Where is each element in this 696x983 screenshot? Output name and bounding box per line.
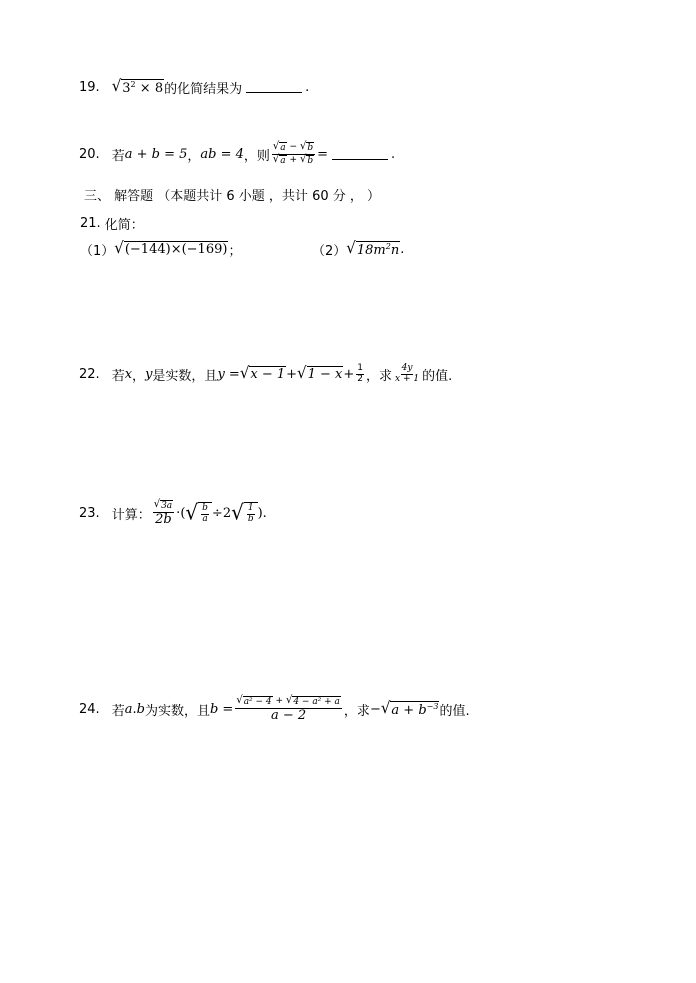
- answer-blank[interactable]: [332, 149, 388, 160]
- question-21-title: 21. 化简：: [80, 216, 144, 233]
- sqrt-expression: √ x − 1: [239, 363, 286, 383]
- question-21-part-1: （1） √ (−144)×(−169) ；: [80, 238, 242, 259]
- question-20: 20. 若 a + b = 5 ， ab = 4 ，则 √ a − √ b √ a + √ b = .: [79, 140, 396, 166]
- fraction-expression: $\frac{4y}{x + 1}$: [395, 363, 420, 384]
- question-number: 22.: [79, 366, 100, 382]
- question-text: 的化简结果为: [164, 82, 243, 97]
- sqrt-expression: √ (−144)×(−169): [114, 238, 228, 258]
- question-23: 23. 计算： √ 3a 2b · ( √ $\frac{b}{a}$ ÷ 2 √ $\frac{1}{b}$ ).: [79, 498, 267, 527]
- question-number: 24.: [79, 702, 100, 718]
- sqrt-expression: √ $18m^2n$: [346, 238, 400, 258]
- question-24: 24. 若 a . b 为实数，且 b = √ a² − 4 + √ 4 − a² + a a − 2 ，求 − √ $a + b^{-3}$ 的值.: [79, 694, 470, 723]
- question-21-part-2: （2） √ $18m^2n$ .: [312, 238, 405, 259]
- sqrt-expression: √ $\frac{b}{a}$: [185, 502, 212, 525]
- sqrt-expression: √ $\frac{1}{b}$: [231, 502, 258, 525]
- radical-sign-icon: √: [111, 76, 122, 96]
- answer-blank[interactable]: [246, 82, 302, 93]
- fraction-half: $\frac{1}{2}$: [357, 363, 364, 384]
- sqrt-expression: √ 1 − x: [297, 363, 343, 383]
- question-22: 22. 若 x ， y 是实数，且 y = √ x − 1 + √ 1 − x + $\frac{1}{2}$ ，求 $\frac{4y}{x + 1}$ 的值.: [79, 363, 453, 384]
- condition-product: ab = 4: [200, 146, 244, 162]
- section-heading: 三、 解答题 （本题共计 6 小题 ，共计 60 分 ， ）: [84, 189, 381, 204]
- question-number: 20.: [79, 146, 100, 162]
- fraction-expression: √ 3a 2b: [153, 498, 173, 527]
- condition-sum: a + b = 5: [124, 146, 188, 162]
- sqrt-expression: √ $3^2 \times 8$: [111, 76, 164, 96]
- question-number: 19.: [79, 80, 100, 95]
- sqrt-expression: √ $a + b^{-3}$: [380, 698, 439, 718]
- radical-sign-icon: √: [346, 238, 356, 258]
- fraction-expression: √ a² − 4 + √ 4 − a² + a a − 2: [236, 694, 340, 723]
- radical-sign-icon: √: [114, 238, 124, 258]
- question-19: 19. √ $3^2 \times 8$ 的化简结果为 .: [79, 76, 310, 97]
- question-number: 21.: [80, 216, 101, 231]
- question-number: 23.: [79, 506, 100, 522]
- fraction-expression: √ a − √ b √ a + √ b: [272, 140, 314, 166]
